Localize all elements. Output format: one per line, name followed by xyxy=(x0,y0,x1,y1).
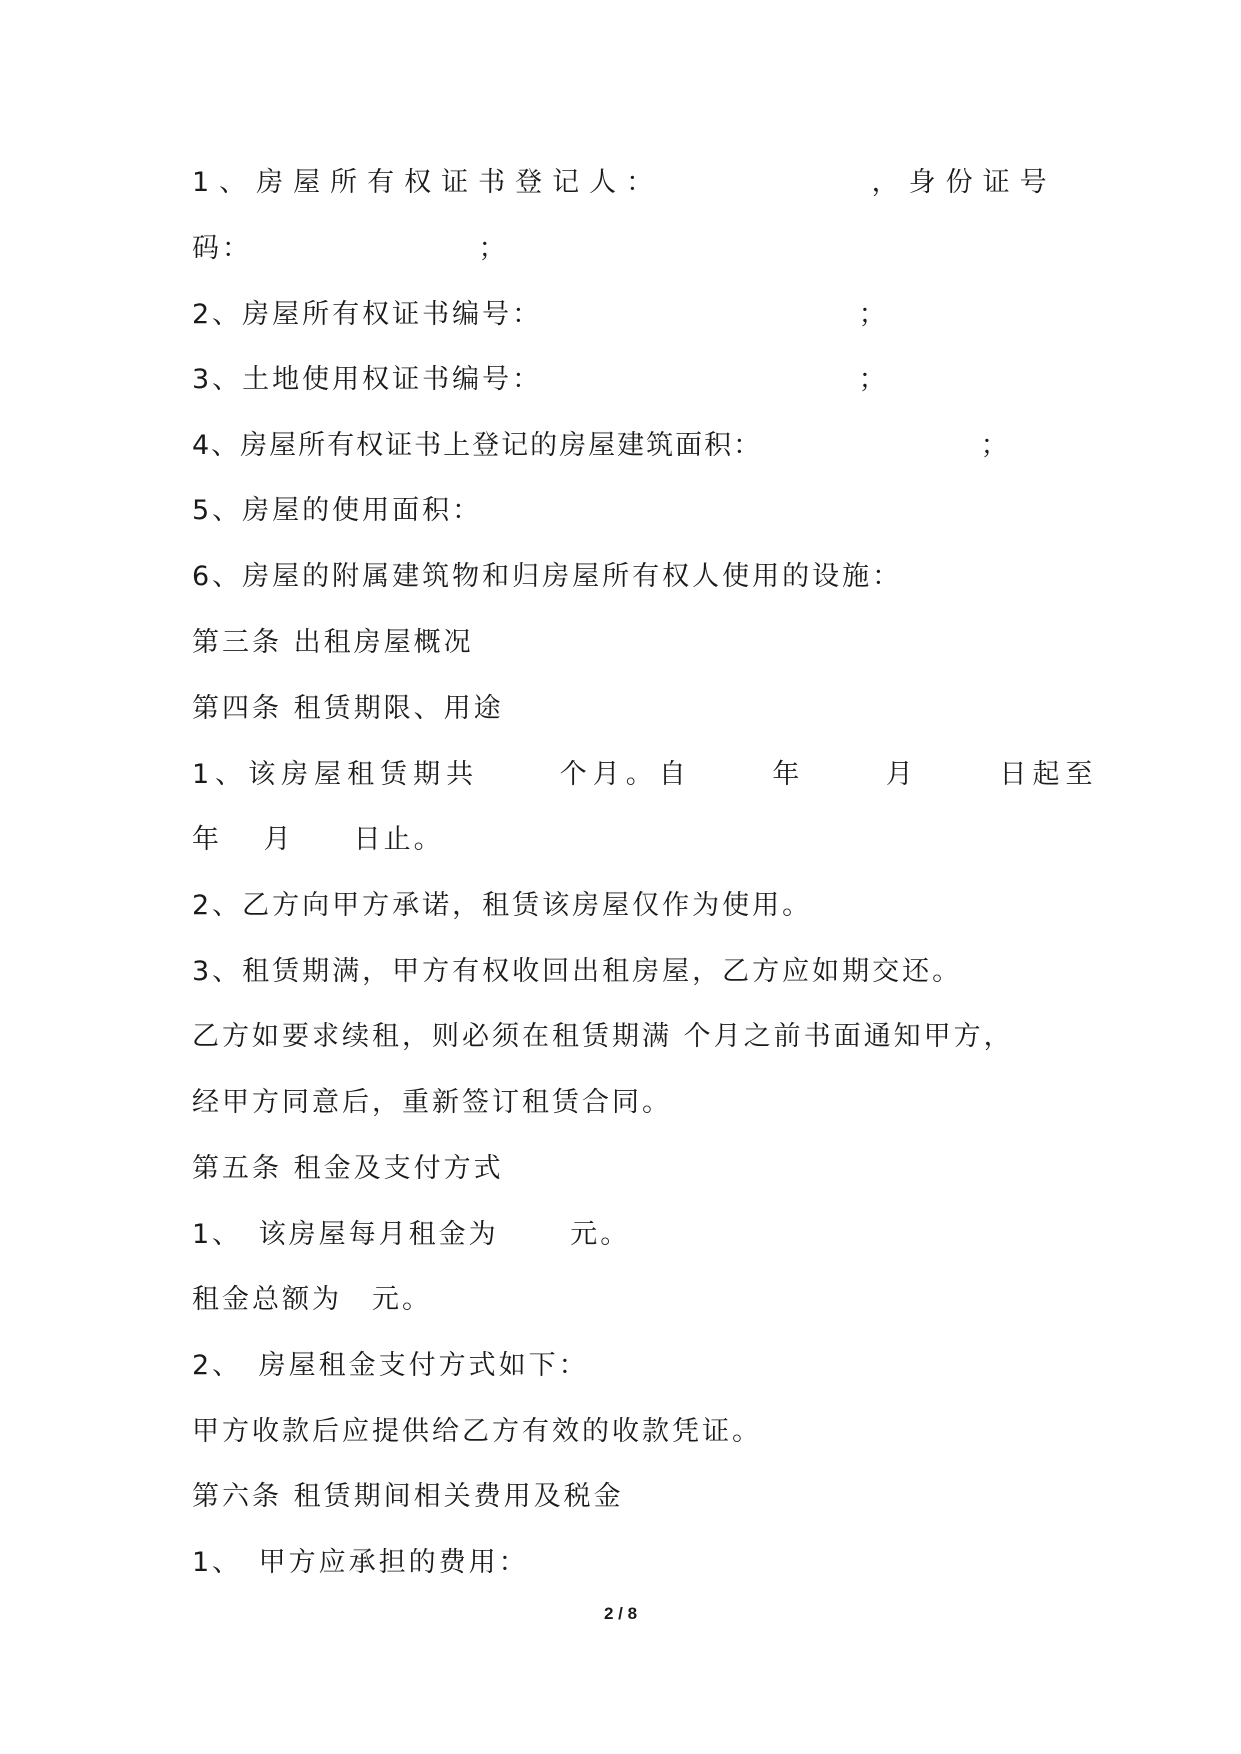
clause-text-line: 5、房屋的使用面积： xyxy=(192,495,483,526)
clause-text-line: 年 月 日止。 xyxy=(192,824,444,855)
article-heading: 第六条 租赁期间相关费用及税金 xyxy=(192,1481,624,1512)
clause-text-line: 甲方收款后应提供给乙方有效的收款凭证。 xyxy=(192,1416,762,1447)
clause-text-line: 经甲方同意后，重新签订租赁合同。 xyxy=(192,1087,672,1118)
clause-text-line: 4、房屋所有权证书上登记的房屋建筑面积： ； xyxy=(192,430,1010,461)
clause-text-line: 3、租赁期满，甲方有权收回出租房屋，乙方应如期交还。 xyxy=(192,956,963,987)
clause-text-line: 2、 房屋租金支付方式如下： xyxy=(192,1350,589,1381)
clause-text-line: 2、乙方向甲方承诺，租赁该房屋仅作为使用。 xyxy=(192,890,813,921)
clause-text-line: 码： ； xyxy=(192,233,509,264)
clause-text-line: 1、该房屋租赁期共 个月。自 年 月 日起至 xyxy=(192,759,1099,790)
article-heading: 第三条 出租房屋概况 xyxy=(192,627,474,658)
clause-text-line: 乙方如要求续租，则必须在租赁期满 个月之前书面通知甲方， xyxy=(192,1021,1014,1052)
page-number: 2 / 8 xyxy=(603,1604,638,1623)
clause-text-line: 6、房屋的附属建筑物和归房屋所有权人使用的设施： xyxy=(192,561,903,592)
clause-text-line: 3、土地使用权证书编号： ； xyxy=(192,364,889,395)
clause-text-line: 租金总额为 元。 xyxy=(192,1284,432,1315)
article-heading: 第四条 租赁期限、用途 xyxy=(192,693,504,724)
clause-text-line: 1、 甲方应承担的费用： xyxy=(192,1547,529,1578)
article-heading: 第五条 租金及支付方式 xyxy=(192,1153,504,1184)
clause-text-line: 1、 该房屋每月租金为 元。 xyxy=(192,1219,631,1250)
clause-text-line: 1、房屋所有权证书登记人： ，身份证号 xyxy=(192,167,1057,198)
clause-text-line: 2、房屋所有权证书编号： ； xyxy=(192,299,889,330)
